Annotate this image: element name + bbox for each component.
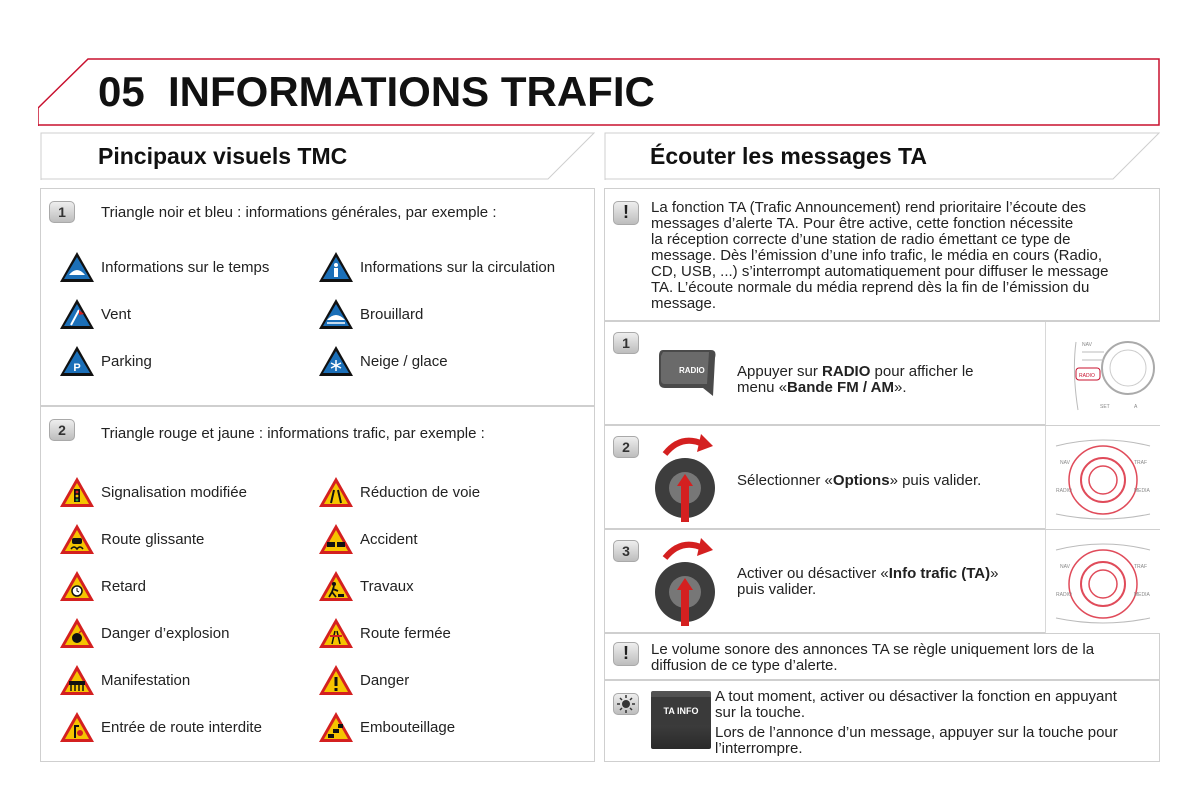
left-section-heading bbox=[40, 132, 595, 180]
text-part: menu « bbox=[737, 379, 788, 396]
radio-button-icon bbox=[657, 348, 721, 400]
rotary-knob-icon bbox=[651, 430, 721, 526]
step-3-text bbox=[737, 566, 998, 598]
demonstration-sign-icon bbox=[59, 664, 95, 696]
traffic-info-intro: Triangle rouge et jaune : informations trafic, par exemple : bbox=[101, 425, 485, 442]
text-line: TA. L’écoute normale du média reprend dès la fin de l’émission du bbox=[651, 279, 1090, 296]
text-part: » bbox=[990, 565, 999, 582]
sign-label: Informations sur le temps bbox=[101, 259, 270, 276]
panel-label: TRAF bbox=[1134, 460, 1148, 466]
ta-info-tip-text bbox=[715, 689, 1118, 757]
text-part: pour afficher le bbox=[870, 363, 974, 380]
ta-info-button-label: TA INFO bbox=[651, 697, 711, 725]
text-line: A tout moment, activer ou désactiver la fonction en appuyant bbox=[715, 688, 1117, 705]
panel-label: NAV bbox=[1060, 564, 1070, 570]
text-part: » puis valider. bbox=[889, 472, 982, 489]
parking-sign-icon bbox=[59, 345, 95, 377]
panel-label: NAV bbox=[1060, 460, 1070, 466]
page-header bbox=[38, 58, 1160, 126]
sign-label: Neige / glace bbox=[360, 353, 448, 370]
step-1-row bbox=[604, 321, 1160, 425]
text-bold: Info trafic (TA) bbox=[888, 565, 991, 582]
panel-label: SET bbox=[1100, 404, 1110, 410]
ta-function-text bbox=[651, 200, 1155, 312]
lane-reduction-sign-icon bbox=[318, 476, 354, 508]
panel-label: A bbox=[1134, 404, 1138, 410]
sign-label: Vent bbox=[101, 306, 132, 323]
control-panel-dial-diagram bbox=[1045, 530, 1160, 633]
roadworks-sign-icon bbox=[318, 570, 354, 602]
text-line: diffusion de ce type d’alerte. bbox=[651, 657, 838, 674]
text-line: la réception correcte d’une station de radio émettant ce type de bbox=[651, 231, 1071, 248]
panel-label: RADIO bbox=[1056, 592, 1072, 598]
info-sign-icon bbox=[318, 251, 354, 283]
text-line: message. bbox=[651, 295, 717, 312]
step-badge-2: 2 bbox=[613, 436, 639, 458]
left-heading-title: Pincipaux visuels TMC bbox=[98, 143, 348, 169]
slippery-road-sign-icon bbox=[59, 523, 95, 555]
weather-sign-icon bbox=[59, 251, 95, 283]
volume-note bbox=[604, 633, 1160, 680]
sign-label: Retard bbox=[101, 578, 147, 595]
text-line: puis valider. bbox=[737, 581, 817, 598]
chapter-number: 05 bbox=[98, 68, 145, 115]
step-badge-1: 1 bbox=[49, 201, 75, 223]
traffic-jam-sign-icon bbox=[318, 711, 354, 743]
ta-info-tip bbox=[604, 680, 1160, 762]
fog-sign-icon bbox=[318, 298, 354, 330]
control-panel-dial-diagram bbox=[1045, 426, 1160, 529]
text-line: CD, USB, ...) s’interrompt automatiquement pour diffuser le message bbox=[651, 263, 1109, 280]
right-heading-title: Écouter les messages TA bbox=[650, 143, 927, 169]
panel-label: MEDIA bbox=[1134, 488, 1150, 494]
wind-sign-icon bbox=[59, 298, 95, 330]
general-info-intro: Triangle noir et bleu : informations générales, par exemple : bbox=[101, 204, 497, 221]
text-line: Le volume sonore des annonces TA se règle uniquement lors de la bbox=[651, 641, 1095, 658]
traffic-info-box bbox=[40, 406, 595, 762]
rotary-knob-icon bbox=[651, 534, 721, 630]
danger-sign-icon bbox=[318, 664, 354, 696]
right-section-heading bbox=[604, 132, 1160, 180]
warning-icon: ! bbox=[613, 201, 639, 225]
text-part: Appuyer sur bbox=[737, 363, 823, 380]
text-bold: Options bbox=[832, 472, 890, 489]
sign-label: Brouillard bbox=[360, 306, 424, 323]
volume-note-text bbox=[651, 642, 1094, 674]
text-part: Sélectionner « bbox=[737, 472, 833, 489]
radio-button-label: RADIO bbox=[679, 366, 705, 375]
road-closed-sign-icon bbox=[318, 617, 354, 649]
control-panel-radio-diagram bbox=[1045, 322, 1160, 425]
warning-icon: ! bbox=[613, 642, 639, 666]
traffic-light-sign-icon bbox=[59, 476, 95, 508]
sign-label: Route glissante bbox=[101, 531, 205, 548]
text-part: ». bbox=[894, 379, 907, 396]
sign-label: Manifestation bbox=[101, 672, 191, 689]
no-entry-sign-icon bbox=[59, 711, 95, 743]
text-line: messages d’alerte TA. Pour être active, cette fonction nécessite bbox=[651, 215, 1074, 232]
panel-label: MEDIA bbox=[1134, 592, 1150, 598]
sign-label: Embouteillage bbox=[360, 719, 456, 736]
general-info-box bbox=[40, 188, 595, 406]
sign-label: Route fermée bbox=[360, 625, 451, 642]
snow-sign-icon bbox=[318, 345, 354, 377]
delay-sign-icon bbox=[59, 570, 95, 602]
step-1-text bbox=[737, 364, 974, 396]
text-bold: Bande FM / AM bbox=[787, 379, 894, 396]
sign-label: Signalisation modifiée bbox=[101, 484, 247, 501]
accident-sign-icon bbox=[318, 523, 354, 555]
step-3-row bbox=[604, 529, 1160, 633]
text-line: sur la touche. bbox=[715, 704, 806, 721]
text-line: La fonction TA (Trafic Announcement) rend prioritaire l’écoute des bbox=[651, 199, 1086, 216]
step-badge-3: 3 bbox=[613, 540, 639, 562]
sign-label: Danger bbox=[360, 672, 410, 689]
panel-label: TRAF bbox=[1134, 564, 1148, 570]
sign-label: Parking bbox=[101, 353, 152, 370]
panel-label: RADIO bbox=[1056, 488, 1072, 494]
step-2-row bbox=[604, 425, 1160, 529]
panel-label: NAV bbox=[1082, 342, 1092, 348]
text-bold: RADIO bbox=[822, 363, 871, 380]
text-line: l’interrompre. bbox=[715, 740, 803, 757]
text-line: Lors de l’annonce d’un message, appuyer sur la touche pour bbox=[715, 724, 1118, 741]
page-title: INFORMATIONS TRAFIC bbox=[168, 68, 655, 115]
panel-label: RADIO bbox=[1079, 373, 1095, 379]
sign-label: Accident bbox=[360, 531, 418, 548]
sign-label: Réduction de voie bbox=[360, 484, 481, 501]
step-badge-2: 2 bbox=[49, 419, 75, 441]
sign-label: Danger d’explosion bbox=[101, 625, 230, 642]
step-2-text bbox=[737, 473, 981, 489]
explosion-sign-icon bbox=[59, 617, 95, 649]
tip-icon bbox=[613, 693, 639, 715]
sign-label: Informations sur la circulation bbox=[360, 259, 556, 276]
text-part: Activer ou désactiver « bbox=[737, 565, 889, 582]
svg-text:P: P bbox=[73, 362, 81, 374]
ta-info-button[interactable] bbox=[651, 691, 711, 749]
ta-function-note bbox=[604, 188, 1160, 321]
sign-label: Entrée de route interdite bbox=[101, 719, 262, 736]
step-badge-1: 1 bbox=[613, 332, 639, 354]
sign-label: Travaux bbox=[360, 578, 414, 595]
text-line: message. Dès l’émission d’une info trafic, le média en cours (Radio, bbox=[651, 247, 1103, 264]
